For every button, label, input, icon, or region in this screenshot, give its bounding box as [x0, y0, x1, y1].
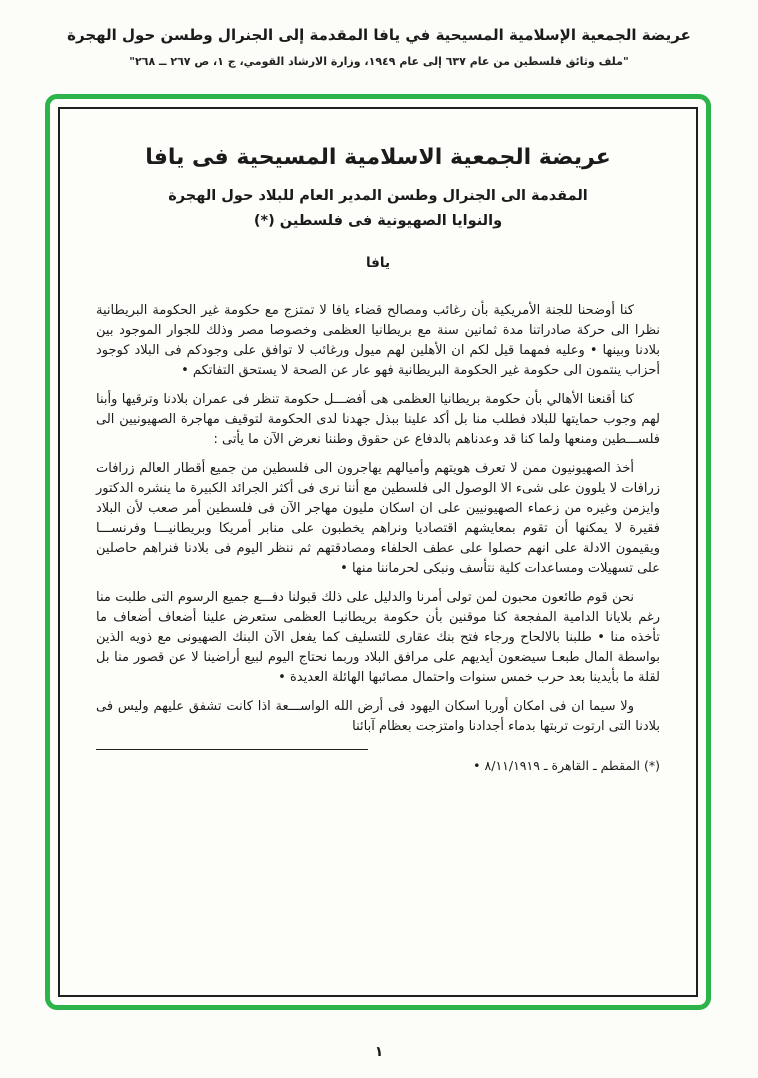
location-label: يافا	[365, 255, 391, 271]
page-number: ١	[374, 1044, 384, 1060]
paragraph: كنا أقنعنا الأهالي بأن حكومة بريطانيا العظمى هى أفضـــل حكومة تنظر فى عمران بلادنا وترقيها وأبنا لهم وجوب حمايتها للبلاد فطلب منا بل أكد علينا ببذل جهدنا لدى الحكومة لتوقيف مهاجرة الصهيونيين الى فلســـطين ومنعها ولما كنا قد وعدناهم بالدفاع عن حقوق وطننا نعرض الآن ما يأتى :	[96, 392, 660, 447]
document-frame	[45, 94, 711, 1010]
paragraph: كنا أوضحنا للجنة الأمريكية بأن رغائب ومصالح قضاء يافا لا تمتزج مع حكومة غير الحكومة البريطانية نظرا الى حركة صادراتنا مدة ثمانين سنة مع بريطانيا العظمى وخصوصا مصر وذلك للجوار الموجود بين بلادنا وبينها • وعليه فمهما قيل لكم ان الأهلين لهم ميول ورغائب لا توافق على وجودكم فى البلاد كوجود أحزاب ينتمون الى حكومة غير الحكومة البريطانية فهو عار عن الصحة لا يستحق التفاتكم •	[96, 303, 660, 378]
paragraph: نحن قوم طائعون محبون لمن تولى أمرنا والدليل على ذلك قبولنا دفـــع جميع الرسوم التى طلبت منا رغم بلايانا الدامية المفجعة كنا موقنين بأن حكومة بريطانيـا العظمى ستعرض علينا أضعاف أضعاف ما تأخذه منا • طلبنا بالالحاح ورجاء فتح بنك عقارى للتسليف كما يفعل الآن البنك الصهيونى مع ذويه الذين بواسطة المال طبعـا سيضعون أيديهم على مرافق البلاد وربما نحتاج اليوم لبيع أراضينا لا عن قصور منا بل لقلة ما بأيدينا بعد حرب خمس سنوات واحتمال مصائبها الهائلة العديدة •	[96, 590, 660, 685]
footnote: (*) المقطم ـ القاهرة ـ ٨/١١/١٩١٩ •	[473, 758, 660, 773]
document-title: عريضة الجمعية الاسلامية المسيحية فى يافا	[145, 145, 611, 170]
page-header	[0, 26, 758, 68]
paragraph: ولا سيما ان فى امكان أوربا اسكان اليهود فى أرض الله الواســـعة اذا كانت تشفق عليهم وليس فى بلادنا التى ارتوت تربتها بدماء أجدادنا وامتزجت بعظام آبائنا	[96, 699, 660, 734]
document-subtitle-1: المقدمة الى الجنرال وطسن المدير العام للبلاد حول الهجرة	[168, 188, 588, 204]
header-source: "ملف وثائق فلسطين من عام ٦٣٧ إلى عام ١٩٤٩، وزارة الارشاد القومي، ج ١، ص ٢٦٧ ــ ٢٦٨"	[129, 55, 629, 68]
document-subtitle-2: والنوايا الصهيونية فى فلسطين (*)	[253, 213, 503, 229]
footnote-separator	[96, 749, 368, 750]
paragraph: أخذ الصهيونيون ممن لا تعرف هويتهم وأميالهم يهاجرون الى فلسطين من جميع أقطار العالم زرافات زرافات لا يلوون على شىء الا الوصول الى فلسطين مع أننا نرى فى أكثر الجرائد الكبيرة ما ينشره الدكتور وايزمن وغيره من زعماء الصهيونيين على ان اسكان مليون مهاجر الآن فى فلسطين أمر صعب لأن البلاد فقيرة لا يمكنها أن تقوم بمعايشهم اقتصاديا ونراهم يخطبون على منابر أمريكا وبريطانيـــا وفرنســـا ويقيمون الادلة على انهم حصلوا على عطف الحلفاء ومصادقتهم ثم ننظر اليوم فى بلادنا فنراهم حاصلين على تسهيلات ومساعدات كلية نتأسف ونبكى لحرماننا منها •	[96, 461, 660, 576]
document-body	[96, 301, 660, 737]
document-inner-border	[58, 107, 698, 997]
header-title: عريضة الجمعية الإسلامية المسيحية في يافا المقدمة إلى الجنرال وطسن حول الهجرة	[67, 26, 691, 44]
